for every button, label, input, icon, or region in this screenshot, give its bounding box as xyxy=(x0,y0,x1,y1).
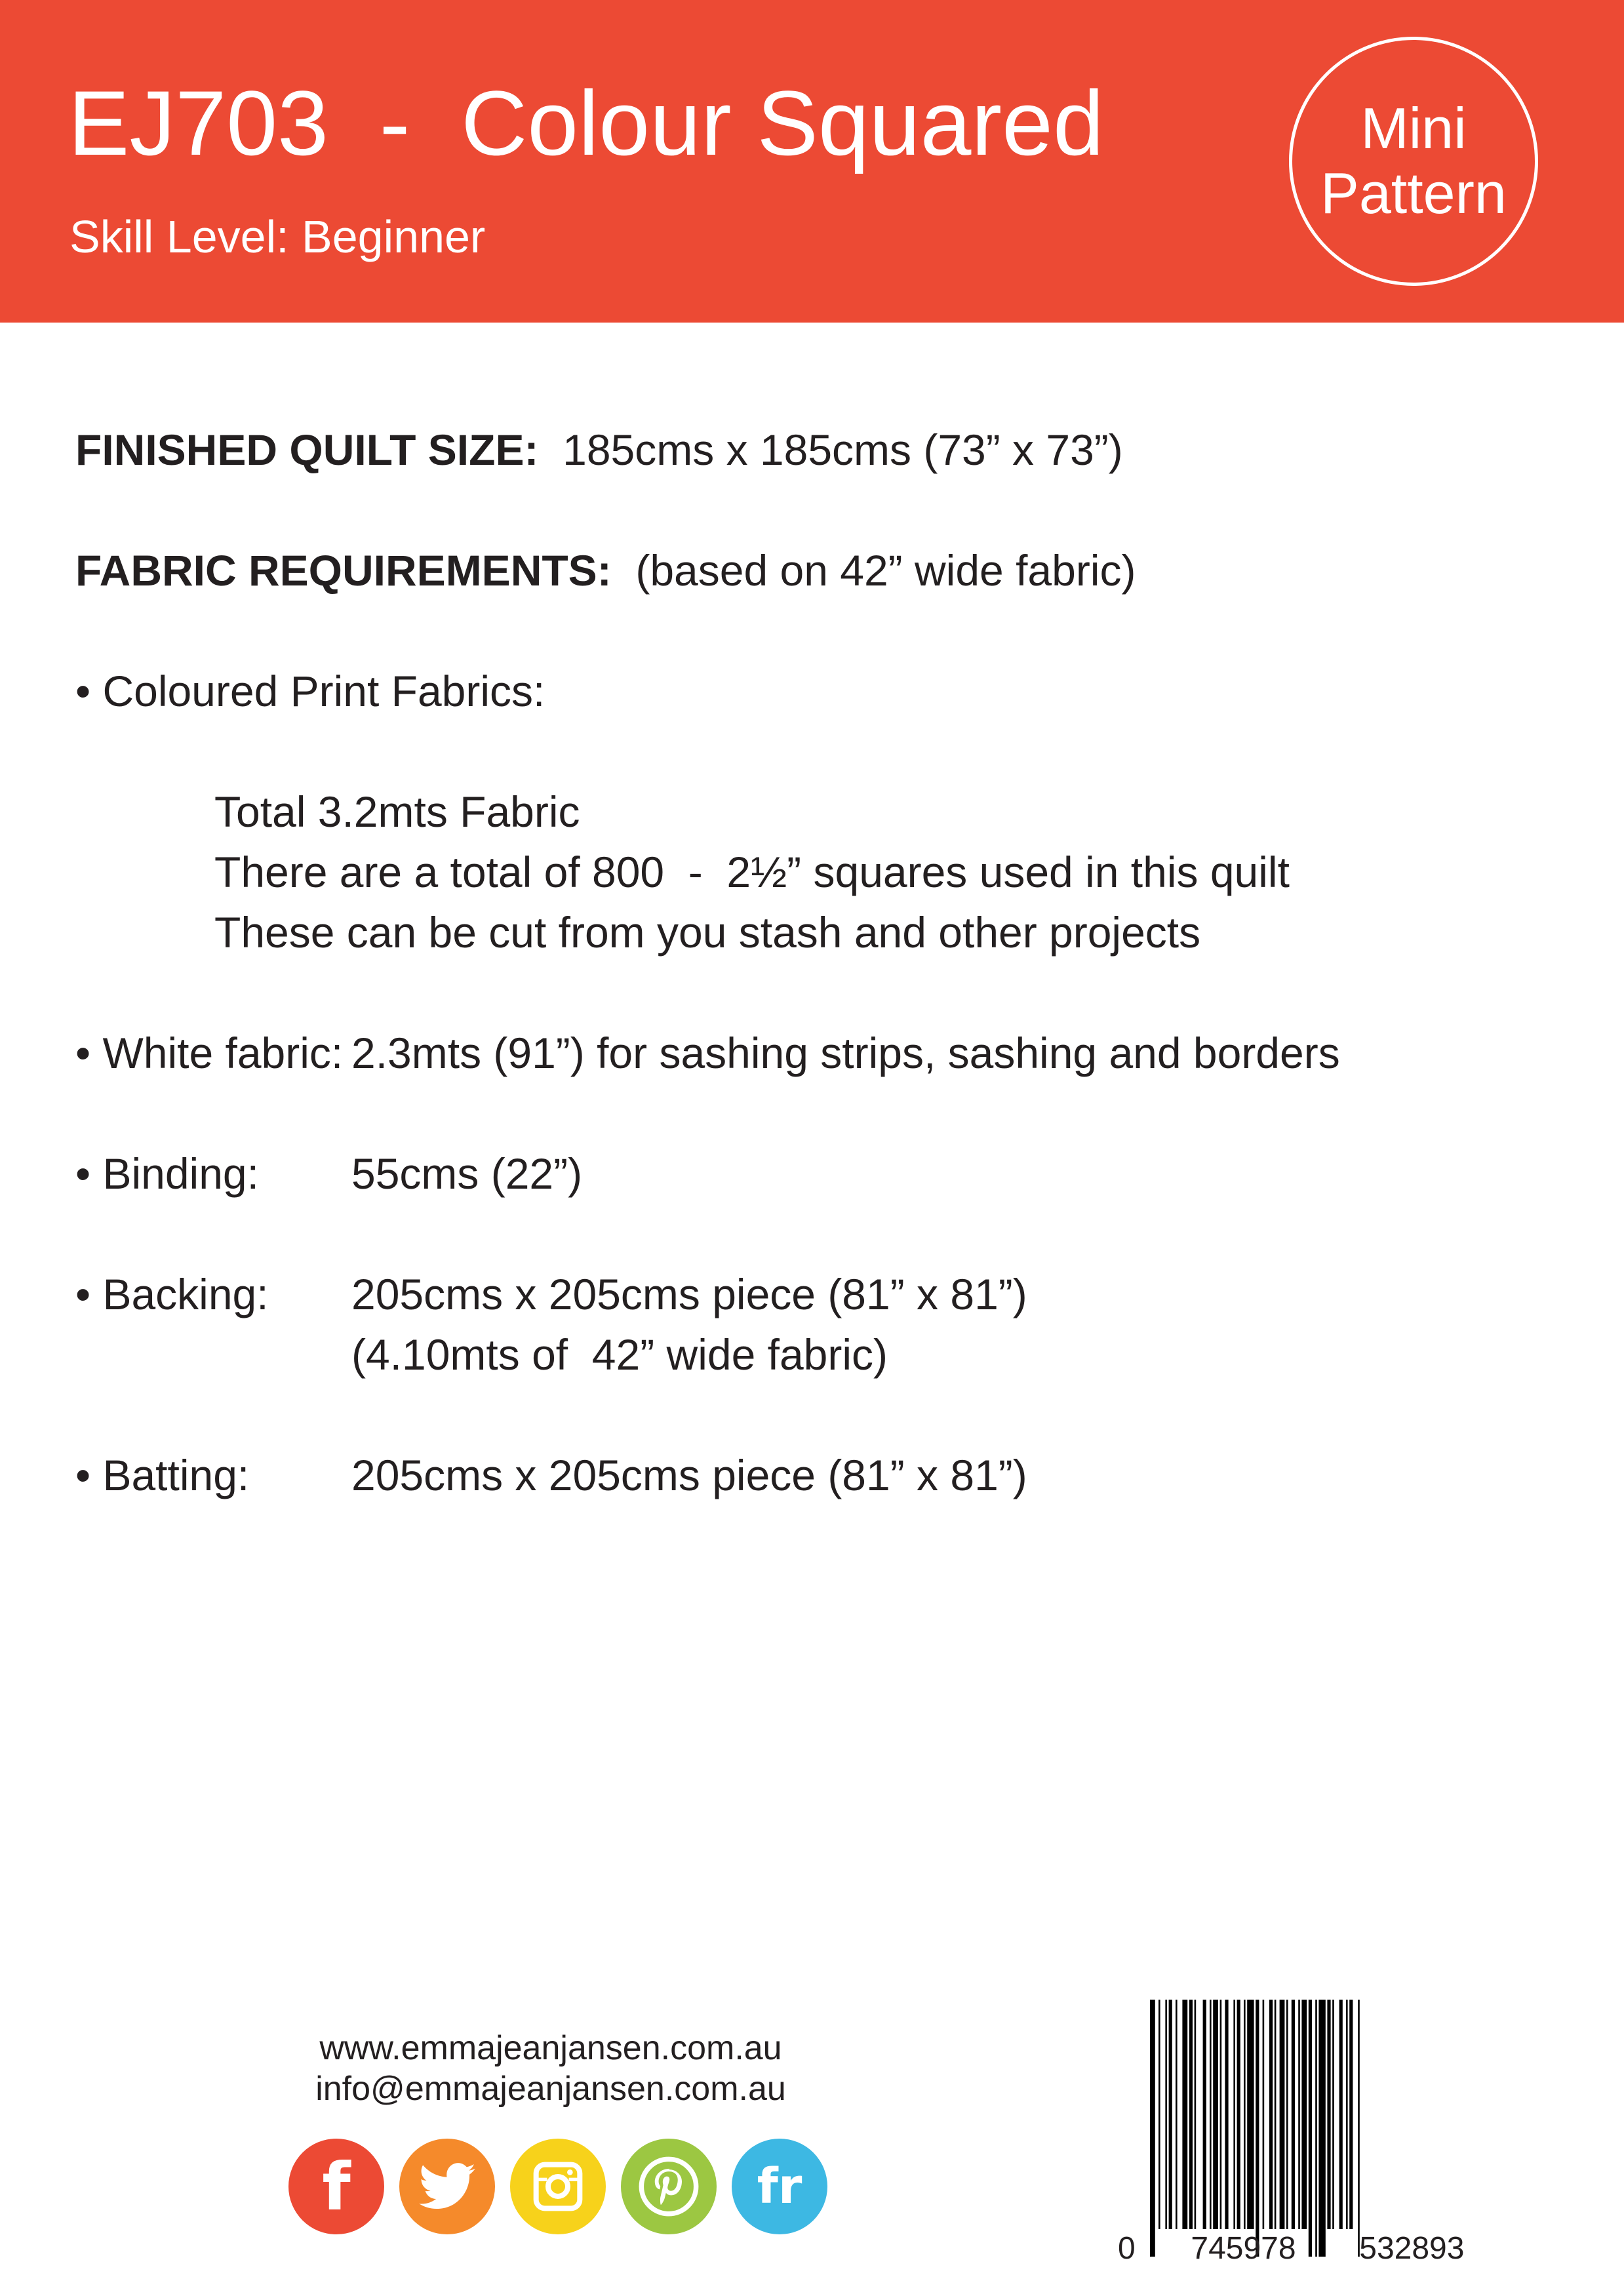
barcode-bar xyxy=(1346,2000,1348,2229)
barcode-bar xyxy=(1233,2000,1235,2229)
coloured-line: These can be cut from you stash and other projects xyxy=(214,908,1201,957)
badge-line-2: Pattern xyxy=(1320,161,1507,226)
barcode-bar xyxy=(1220,2000,1222,2229)
barcode-digits-right: 532893 xyxy=(1359,2231,1465,2266)
coloured-label: • Coloured Print Fabrics: xyxy=(75,667,545,715)
barcode-bar xyxy=(1332,2000,1334,2229)
barcode-bar xyxy=(1203,2000,1206,2229)
email-link[interactable]: info@emmajeanjansen.com.au xyxy=(315,2070,786,2108)
pinterest-icon[interactable] xyxy=(621,2139,717,2234)
fabric-req-value: (based on 42” wide fabric) xyxy=(635,546,1136,595)
barcode-bar xyxy=(1159,2000,1160,2229)
barcode-bar xyxy=(1292,2000,1295,2229)
barcode-bar xyxy=(1275,2000,1277,2229)
barcode xyxy=(1149,2000,1476,2262)
barcode-bar xyxy=(1315,2000,1317,2257)
backing-label: • Backing: xyxy=(75,1270,269,1318)
barcode-bar xyxy=(1195,2000,1197,2229)
badge-line-1: Mini xyxy=(1360,96,1467,161)
requirements-section xyxy=(75,420,1518,1505)
barcode-digits xyxy=(1118,2230,1464,2266)
finished-size-label: FINISHED QUILT SIZE: xyxy=(75,425,539,474)
coloured-line: There are a total of 800 - 2½” squares used in this quilt xyxy=(214,848,1290,896)
barcode-bar xyxy=(1237,2000,1240,2229)
barcode-bar xyxy=(1247,2000,1254,2229)
barcode-bar xyxy=(1256,2000,1259,2257)
barcode-bar xyxy=(1339,2000,1343,2229)
barcode-bar xyxy=(1165,2000,1167,2229)
facebook-icon[interactable]: f xyxy=(288,2139,384,2234)
batting-label: • Batting: xyxy=(75,1451,250,1499)
binding-value: 55cms (22”) xyxy=(351,1149,583,1198)
barcode-bar xyxy=(1286,2000,1288,2229)
skill-level: Skill Level: Beginner xyxy=(69,211,486,262)
barcode-bar xyxy=(1244,2000,1246,2229)
binding-label: • Binding: xyxy=(75,1149,259,1198)
backing-value: 205cms x 205cms piece (81” x 81”) xyxy=(351,1270,1027,1318)
barcode-bar xyxy=(1327,2000,1330,2229)
mini-pattern-badge xyxy=(1289,37,1538,286)
instagram-icon[interactable] xyxy=(510,2139,606,2234)
barcode-bar xyxy=(1169,2000,1172,2229)
website-link[interactable]: www.emmajeanjansen.com.au xyxy=(319,2029,782,2067)
white-label: • White fabric: xyxy=(75,1029,344,1077)
fabric-req-label: FABRIC REQUIREMENTS: xyxy=(75,546,612,595)
barcode-bar xyxy=(1176,2000,1178,2229)
white-value: 2.3mts (91”) for sashing strips, sashing and borders xyxy=(351,1029,1340,1077)
binding-row xyxy=(75,1143,1518,1204)
barcode-digit-left: 0 xyxy=(1118,2231,1136,2266)
barcode-bar xyxy=(1189,2000,1193,2229)
white-fabric-row xyxy=(75,1023,1518,1083)
barcode-bar xyxy=(1225,2000,1228,2229)
fabric-req-row xyxy=(75,540,1518,601)
header-banner xyxy=(0,0,1624,323)
twitter-icon[interactable] xyxy=(399,2139,495,2234)
backing-row-2 xyxy=(75,1324,1518,1385)
flickr-icon[interactable]: fr xyxy=(732,2139,827,2234)
backing-value-2: (4.10mts of 42” wide fabric) xyxy=(351,1330,888,1379)
barcode-bar xyxy=(1301,2000,1307,2229)
barcode-bar xyxy=(1210,2000,1212,2229)
batting-row xyxy=(75,1445,1518,1505)
finished-size-row xyxy=(75,420,1518,480)
barcode-bar xyxy=(1318,2000,1325,2257)
finished-size-value: 185cms x 185cms (73” x 73”) xyxy=(563,425,1123,474)
backing-row xyxy=(75,1264,1518,1324)
barcode-bar xyxy=(1263,2000,1265,2229)
barcode-digits-mid: 745978 xyxy=(1191,2231,1296,2266)
barcode-bar xyxy=(1309,2000,1312,2257)
barcode-bar xyxy=(1280,2000,1285,2229)
barcode-bar xyxy=(1349,2000,1353,2229)
social-icons xyxy=(288,2139,827,2234)
barcode-bar xyxy=(1298,2000,1300,2229)
coloured-line: Total 3.2mts Fabric xyxy=(214,787,580,836)
barcode-bar xyxy=(1213,2000,1218,2229)
batting-value: 205cms x 205cms piece (81” x 81”) xyxy=(351,1451,1027,1499)
contact-block xyxy=(288,2028,813,2110)
barcode-bar xyxy=(1269,2000,1273,2229)
barcode-bar xyxy=(1150,2000,1155,2257)
barcode-bar xyxy=(1358,2000,1360,2257)
barcode-bar xyxy=(1182,2000,1187,2229)
pattern-title: EJ703 - Colour Squared xyxy=(68,71,1104,174)
